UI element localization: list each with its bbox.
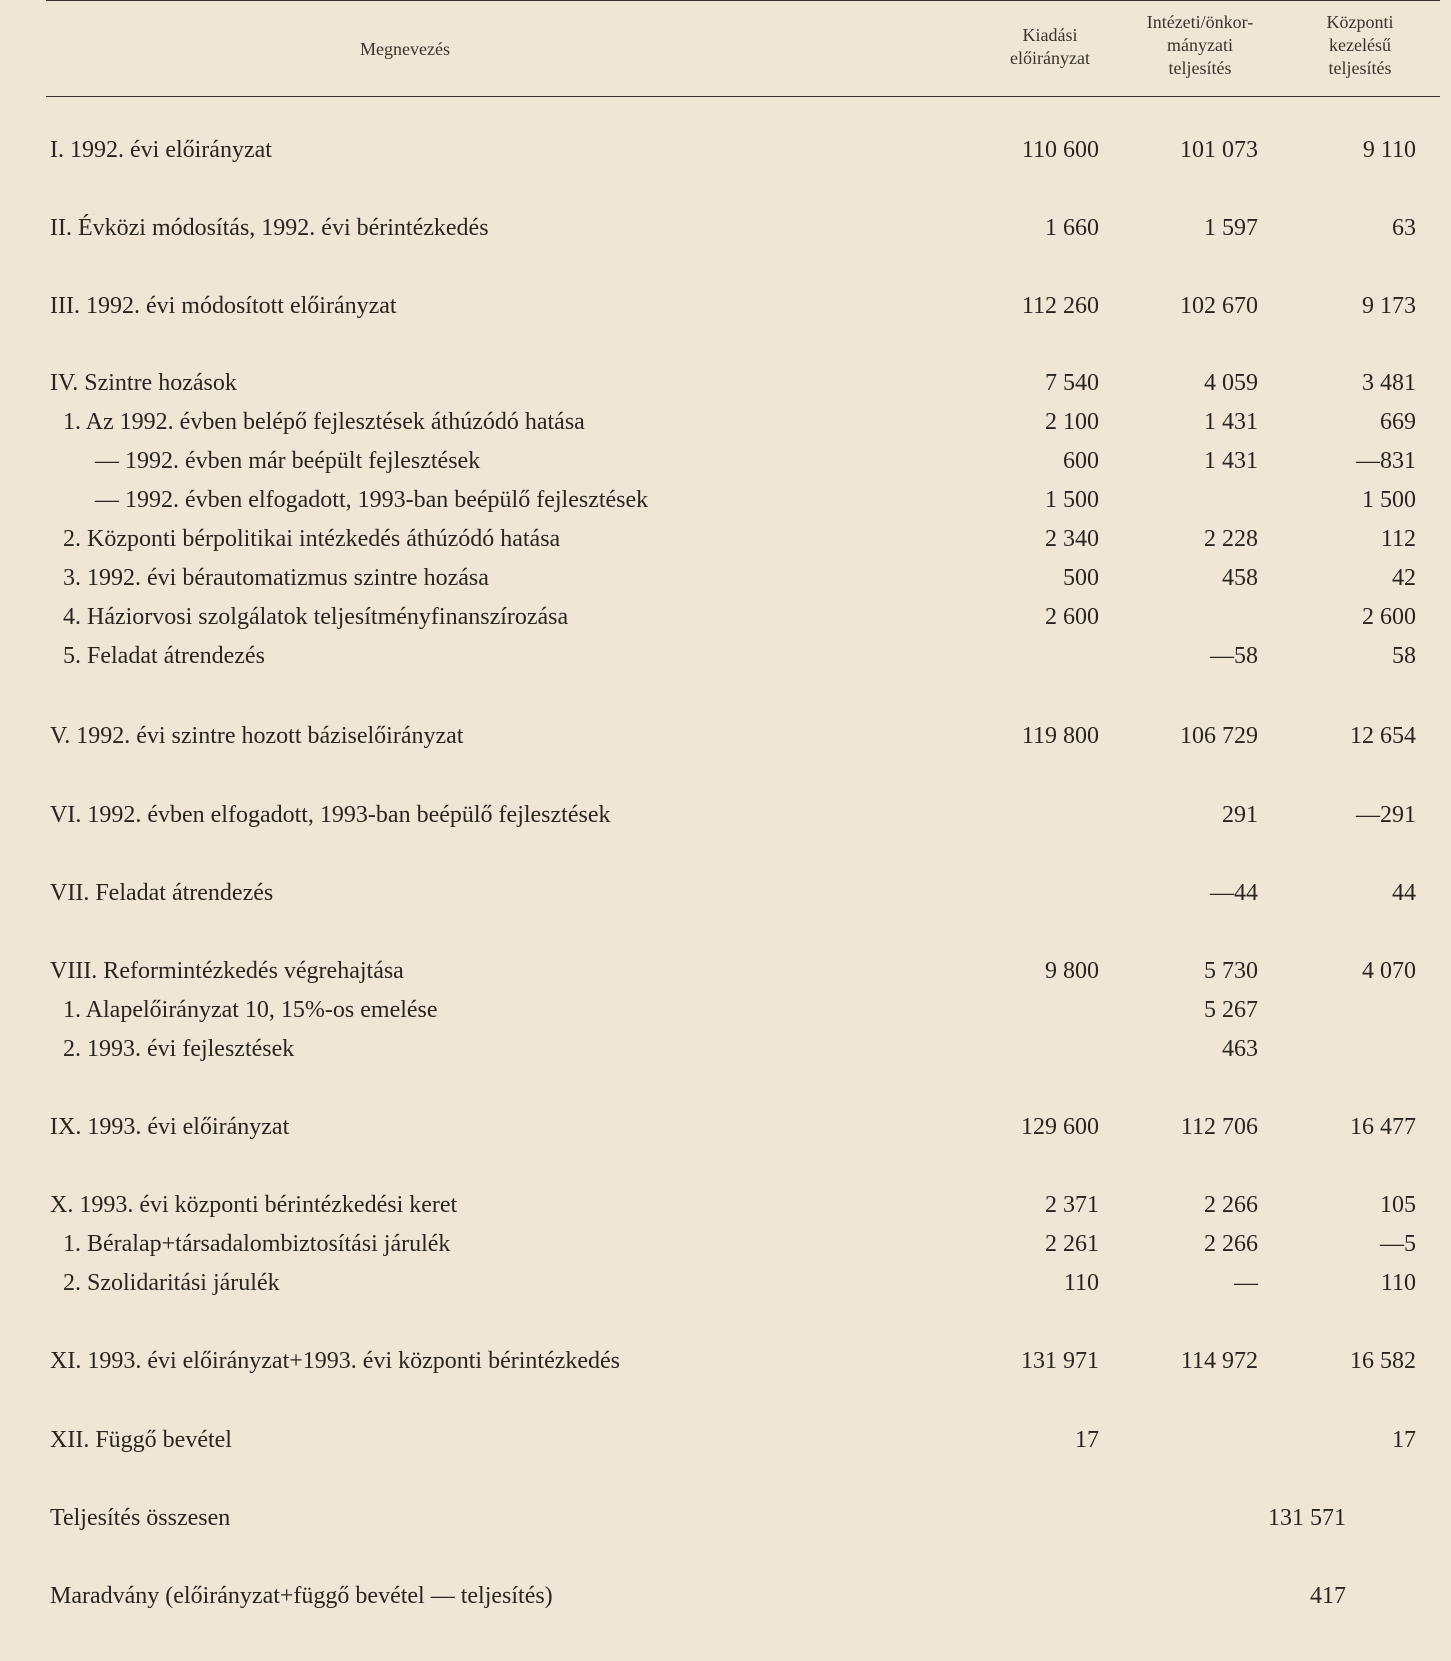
row-value-intezeti: 114 972 bbox=[1180, 1348, 1258, 1374]
row-value-intezeti: — bbox=[1234, 1270, 1258, 1296]
total-row bbox=[0, 1580, 1451, 1612]
table-row bbox=[0, 445, 1451, 477]
header-rule bbox=[46, 96, 1440, 97]
row-value-kozponti: 669 bbox=[1380, 409, 1416, 435]
row-value-intezeti: 102 670 bbox=[1180, 293, 1258, 319]
table-row bbox=[0, 212, 1451, 244]
row-value-kiadasi: 500 bbox=[1063, 565, 1099, 591]
header-col2-line3: teljesítés bbox=[1168, 58, 1232, 78]
row-value-kiadasi: 119 800 bbox=[1021, 723, 1099, 749]
row-label: X. 1993. évi központi bérintézkedési keret bbox=[50, 1192, 458, 1218]
row-value-kiadasi: 17 bbox=[1075, 1427, 1099, 1453]
row-label: III. 1992. évi módosított előirányzat bbox=[50, 293, 397, 319]
row-value-kozponti: 9 110 bbox=[1362, 137, 1416, 163]
row-value-kozponti: 4 070 bbox=[1362, 958, 1416, 984]
row-label: VIII. Reformintézkedés végrehajtása bbox=[50, 958, 404, 984]
row-value-intezeti: —58 bbox=[1210, 643, 1258, 669]
row-value-kiadasi: 9 800 bbox=[1045, 958, 1099, 984]
header-col1-line2: előirányzat bbox=[1010, 48, 1090, 68]
row-value-kiadasi: 2 600 bbox=[1045, 604, 1099, 630]
row-value-kozponti: —291 bbox=[1356, 802, 1416, 828]
row-value-kozponti: 16 477 bbox=[1350, 1114, 1416, 1140]
row-value-intezeti: 2 266 bbox=[1204, 1192, 1258, 1218]
row-label: 2. Szolidaritási járulék bbox=[63, 1270, 280, 1296]
row-value-kozponti: 2 600 bbox=[1362, 604, 1416, 630]
row-value-intezeti: 1 431 bbox=[1204, 448, 1258, 474]
header-col1 bbox=[980, 24, 1120, 70]
row-label: 4. Háziorvosi szolgálatok teljesítményfinanszírozása bbox=[63, 604, 569, 630]
row-value-kiadasi: 110 bbox=[1063, 1270, 1099, 1296]
row-label: VII. Feladat átrendezés bbox=[50, 880, 274, 906]
row-label: — 1992. évben már beépült fejlesztések bbox=[95, 448, 481, 474]
table-row bbox=[0, 1424, 1451, 1456]
row-value-intezeti: 112 706 bbox=[1180, 1114, 1258, 1140]
row-value-intezeti: 5 730 bbox=[1204, 958, 1258, 984]
row-label: VI. 1992. évben elfogadott, 1993-ban beépülő fejlesztések bbox=[50, 802, 611, 828]
row-value-intezeti: 1 597 bbox=[1204, 215, 1258, 241]
row-label: XI. 1993. évi előirányzat+1993. évi központi bérintézkedés bbox=[50, 1348, 621, 1374]
row-label: XII. Függő bevétel bbox=[50, 1427, 232, 1453]
row-value-kiadasi: 131 971 bbox=[1021, 1348, 1099, 1374]
table-row bbox=[0, 1228, 1451, 1260]
row-label: 1. Béralap+társadalombiztosítási járulék bbox=[63, 1231, 451, 1257]
row-value-kiadasi: 2 100 bbox=[1045, 409, 1099, 435]
row-value-kiadasi: 2 261 bbox=[1045, 1231, 1099, 1257]
row-value-kiadasi: 112 260 bbox=[1021, 293, 1099, 319]
table-row bbox=[0, 134, 1451, 166]
table-row bbox=[0, 799, 1451, 831]
table-row bbox=[0, 877, 1451, 909]
row-value-kozponti: —5 bbox=[1380, 1231, 1416, 1257]
table-row bbox=[0, 1033, 1451, 1065]
total-label: Maradvány (előirányzat+függő bevétel — teljesítés) bbox=[50, 1583, 553, 1609]
row-value-kiadasi: 2 371 bbox=[1045, 1192, 1099, 1218]
row-value-intezeti: 106 729 bbox=[1180, 723, 1258, 749]
row-value-kozponti: 44 bbox=[1392, 880, 1416, 906]
row-value-kozponti: 3 481 bbox=[1362, 370, 1416, 396]
table-row bbox=[0, 1267, 1451, 1299]
row-label: 2. Központi bérpolitikai intézkedés áthúzódó hatása bbox=[63, 526, 561, 552]
row-label: 1. Az 1992. évben belépő fejlesztések áthúzódó hatása bbox=[63, 409, 585, 435]
row-value-intezeti: 5 267 bbox=[1204, 997, 1258, 1023]
table-row bbox=[0, 955, 1451, 987]
table-row bbox=[0, 1345, 1451, 1377]
table-row bbox=[0, 484, 1451, 516]
row-value-kozponti: 1 500 bbox=[1362, 487, 1416, 513]
row-label: V. 1992. évi szintre hozott báziselőirányzat bbox=[50, 723, 464, 749]
header-col3-line1: Központi bbox=[1326, 12, 1394, 32]
row-label: II. Évközi módosítás, 1992. évi bérintézkedés bbox=[50, 215, 489, 241]
row-value-intezeti: 463 bbox=[1222, 1036, 1258, 1062]
row-value-intezeti: 458 bbox=[1222, 565, 1258, 591]
total-row bbox=[0, 1502, 1451, 1534]
row-label: 2. 1993. évi fejlesztések bbox=[63, 1036, 295, 1062]
row-value-kiadasi: 7 540 bbox=[1045, 370, 1099, 396]
table-row bbox=[0, 601, 1451, 633]
row-value-kozponti: 16 582 bbox=[1350, 1348, 1416, 1374]
row-label: — 1992. évben elfogadott, 1993-ban beépülő fejlesztések bbox=[95, 487, 649, 513]
table-row bbox=[0, 994, 1451, 1026]
row-value-kiadasi: 600 bbox=[1063, 448, 1099, 474]
table-row bbox=[0, 406, 1451, 438]
header-col1-line1: Kiadási bbox=[1022, 25, 1078, 45]
table-row bbox=[0, 290, 1451, 322]
row-value-kiadasi: 1 660 bbox=[1045, 215, 1099, 241]
row-value-kiadasi: 2 340 bbox=[1045, 526, 1099, 552]
table-row bbox=[0, 640, 1451, 672]
row-value-kozponti: 112 bbox=[1380, 526, 1416, 552]
row-label: 3. 1992. évi bérautomatizmus szintre hozása bbox=[63, 565, 489, 591]
row-label: IV. Szintre hozások bbox=[50, 370, 237, 396]
header-col2 bbox=[1120, 11, 1280, 80]
top-rule bbox=[46, 0, 1440, 1]
header-name-text: Megnevezés bbox=[360, 39, 450, 59]
row-value-intezeti: —44 bbox=[1210, 880, 1258, 906]
row-value-intezeti: 101 073 bbox=[1180, 137, 1258, 163]
header-col3-line3: teljesítés bbox=[1328, 58, 1392, 78]
table-row bbox=[0, 562, 1451, 594]
row-value-kozponti: 63 bbox=[1392, 215, 1416, 241]
row-value-kozponti: 9 173 bbox=[1362, 293, 1416, 319]
row-value-intezeti: 2 228 bbox=[1204, 526, 1258, 552]
row-value-kiadasi: 110 600 bbox=[1021, 137, 1099, 163]
row-value-kiadasi: 1 500 bbox=[1045, 487, 1099, 513]
table-row bbox=[0, 523, 1451, 555]
row-value-intezeti: 291 bbox=[1222, 802, 1258, 828]
header-name bbox=[300, 38, 510, 61]
total-value: 131 571 bbox=[1268, 1505, 1346, 1531]
table-row bbox=[0, 367, 1451, 399]
row-value-intezeti: 2 266 bbox=[1204, 1231, 1258, 1257]
header-col2-line2: mányzati bbox=[1167, 35, 1233, 55]
row-value-kozponti: 12 654 bbox=[1350, 723, 1416, 749]
row-value-intezeti: 1 431 bbox=[1204, 409, 1258, 435]
row-value-kozponti: 17 bbox=[1392, 1427, 1416, 1453]
row-value-intezeti: 4 059 bbox=[1204, 370, 1258, 396]
row-value-kozponti: 42 bbox=[1392, 565, 1416, 591]
row-label: I. 1992. évi előirányzat bbox=[50, 137, 272, 163]
row-value-kozponti: 110 bbox=[1380, 1270, 1416, 1296]
header-col3-line2: kezelésű bbox=[1329, 35, 1391, 55]
table-row bbox=[0, 1189, 1451, 1221]
row-value-kiadasi: 129 600 bbox=[1021, 1114, 1099, 1140]
row-value-kozponti: 58 bbox=[1392, 643, 1416, 669]
row-value-kozponti: 105 bbox=[1380, 1192, 1416, 1218]
header-col2-line1: Intézeti/önkor- bbox=[1146, 12, 1254, 32]
row-value-kozponti: —831 bbox=[1356, 448, 1416, 474]
total-value: 417 bbox=[1310, 1583, 1346, 1609]
total-label: Teljesítés összesen bbox=[50, 1505, 231, 1531]
header-col3 bbox=[1290, 11, 1430, 80]
table-row bbox=[0, 720, 1451, 752]
row-label: 5. Feladat átrendezés bbox=[63, 643, 265, 669]
row-label: 1. Alapelőirányzat 10, 15%-os emelése bbox=[63, 997, 438, 1023]
row-label: IX. 1993. évi előirányzat bbox=[50, 1114, 290, 1140]
table-row bbox=[0, 1111, 1451, 1143]
